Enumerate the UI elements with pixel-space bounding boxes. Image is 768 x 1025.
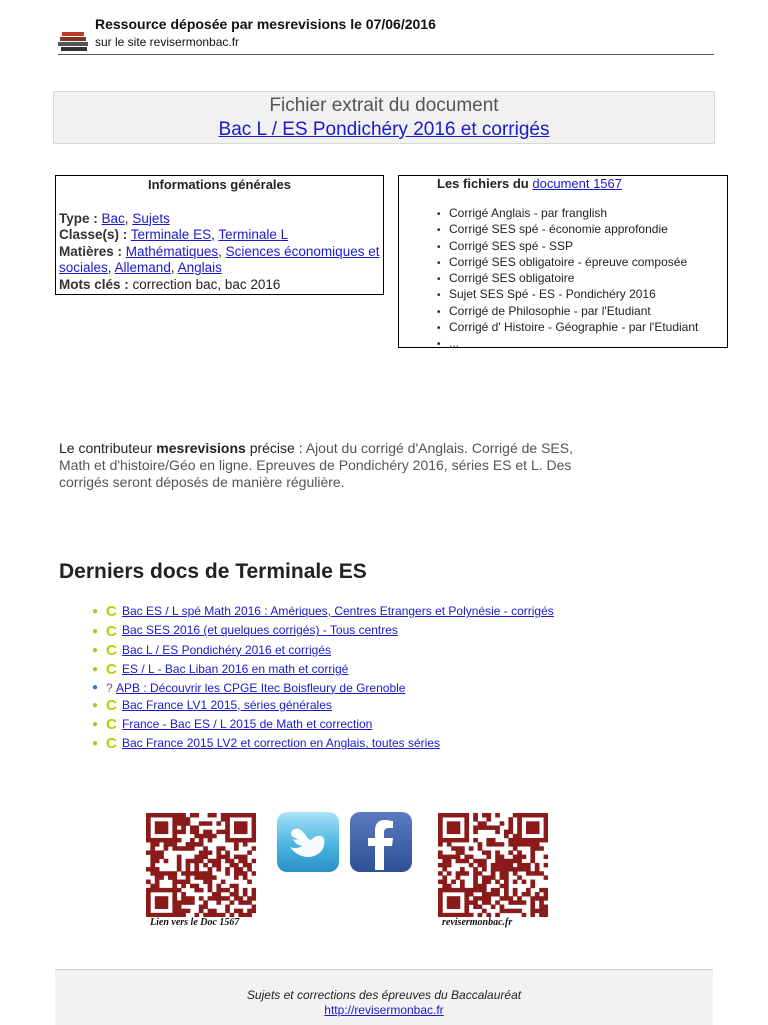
facebook-icon[interactable]	[350, 812, 412, 872]
latest-doc-link[interactable]: ES / L - Bac Liban 2016 en math et corrigé	[122, 662, 349, 677]
files-heading: Les fichiers du document 1567	[437, 176, 622, 191]
file-item: • Corrigé SES spé - économie approfondie	[437, 222, 727, 238]
corrige-badge: C	[106, 735, 117, 753]
book-stack-icon	[58, 30, 90, 52]
latest-doc-link[interactable]: Bac ES / L spé Math 2016 : Amériques, Centres Etrangers et Polynésie - corrigés	[122, 604, 554, 618]
classe-label: Classe(s) :	[59, 227, 128, 243]
motscles-value: correction bac, bac 2016	[132, 276, 281, 292]
qr-code-doc-icon[interactable]	[146, 813, 256, 917]
question-badge: ?	[106, 680, 113, 695]
latest-doc-item	[92, 696, 554, 715]
resource-title: Ressource déposée par mesrevisions le 07/06/2016	[95, 16, 436, 32]
type-link-bac[interactable]: Bac	[101, 210, 125, 226]
bullet-icon: ●	[92, 644, 99, 656]
matieres-row: Matières : Mathématiques, Sciences économiques et sociales, Allemand, Anglais	[59, 243, 380, 276]
general-info-box	[55, 175, 384, 295]
classe-row: Classe(s) : Terminale ES, Terminale L	[59, 227, 289, 243]
matieres-label: Matières :	[59, 243, 123, 259]
corrige-badge: C	[106, 622, 117, 640]
latest-doc-item	[92, 641, 554, 660]
classe-link-terminale-l[interactable]: Terminale L	[218, 227, 289, 243]
resource-subtitle: sur le site revisermonbac.fr	[95, 35, 240, 49]
latest-doc-link[interactable]: Bac France LV1 2015, séries générales	[122, 697, 332, 712]
bullet-icon: ●	[92, 682, 99, 694]
file-item: • Sujet SES Spé - ES - Pondichéry 2016	[437, 287, 727, 303]
bullet-icon: ●	[92, 738, 99, 750]
latest-doc-item	[92, 680, 554, 696]
footer-link[interactable]: http://revisermonbac.fr	[324, 1003, 444, 1017]
page-footer	[55, 969, 713, 1025]
corrige-badge: C	[106, 603, 117, 621]
bullet-icon: ●	[92, 719, 99, 731]
motscles-label: Mots clés :	[59, 276, 129, 292]
qr-site-caption: revisermonbac.fr	[442, 917, 513, 928]
bullet-icon: ●	[92, 606, 99, 618]
file-item: • Corrigé SES obligatoire - épreuve composée	[437, 255, 727, 271]
classe-link-terminale-es[interactable]: Terminale ES	[130, 227, 212, 243]
bullet-icon: ●	[92, 625, 99, 637]
type-label: Type :	[59, 210, 98, 226]
document-number-link[interactable]: document 1567	[532, 176, 622, 191]
corrige-badge: C	[106, 696, 117, 714]
matiere-link-anglais[interactable]: Anglais	[177, 260, 222, 276]
contributor-note: Le contributeur mesrevisions précise : Ajout du corrigé d'Anglais. Corrigé de SES, Math et d'histoire/Géo en ligne. Epreuves de Pondichéry 2016, séries ES et L. Des corrigés seront déposés de manière régulière.	[59, 440, 573, 490]
latest-docs-list	[92, 602, 554, 754]
qr-doc-caption: Lien vers le Doc 1567	[150, 917, 240, 928]
latest-docs-title: Derniers docs de Terminale ES	[59, 560, 367, 583]
latest-doc-item	[92, 621, 554, 640]
files-box	[398, 175, 728, 351]
matiere-link-ses[interactable]: Sciences économiques et sociales	[59, 243, 380, 276]
corrige-badge: C	[106, 661, 117, 679]
latest-doc-item	[92, 602, 554, 621]
page-header	[58, 14, 714, 55]
matiere-link-maths[interactable]: Mathématiques	[125, 243, 219, 259]
latest-doc-link[interactable]: Bac SES 2016 (et quelques corrigés) - Tous centres	[122, 623, 398, 638]
extract-label: Fichier extrait du document	[269, 95, 499, 116]
twitter-icon[interactable]	[277, 812, 339, 872]
footer-text: Sujets et corrections des épreuves du Baccalauréat	[246, 988, 522, 1002]
latest-doc-item	[92, 660, 554, 679]
file-item: • Corrigé de Philosophie - par l'Etudiant	[437, 304, 727, 320]
file-item: • Corrigé d' Histoire - Géographie - par l'Etudiant	[437, 320, 727, 336]
contributor-text: Ajout du corrigé d'Anglais. Corrigé de SES, Math et d'histoire/Géo en ligne. Epreuves de Pondichéry 2016, séries ES et L. Des corrigés seront déposés de manière régulière.	[59, 440, 573, 490]
type-link-sujets[interactable]: Sujets	[132, 210, 170, 226]
contributor-name: mesrevisions	[156, 440, 246, 456]
file-item: • Corrigé SES spé - SSP	[437, 239, 727, 255]
type-row: Type : Bac, Sujets	[59, 210, 170, 226]
latest-doc-link[interactable]: Bac L / ES Pondichéry 2016 et corrigés	[122, 642, 332, 657]
file-item: • Corrigé SES obligatoire	[437, 271, 727, 287]
qr-code-site-icon[interactable]	[438, 813, 548, 917]
latest-doc-link[interactable]: Bac France 2015 LV2 et correction en Anglais, toutes séries	[122, 736, 440, 751]
file-item: • ...	[437, 336, 727, 352]
file-item: • Corrigé Anglais - par franglish	[437, 206, 727, 222]
document-link[interactable]: Bac L / ES Pondichéry 2016 et corrigés	[218, 119, 550, 140]
corrige-badge: C	[106, 716, 117, 734]
matiere-link-allemand[interactable]: Allemand	[114, 260, 171, 276]
general-info-heading: Informations générales	[147, 177, 292, 192]
motscles-row	[56, 277, 383, 294]
bullet-icon: ●	[92, 699, 99, 711]
bullet-icon: ●	[92, 664, 99, 676]
latest-doc-link[interactable]: APB : Découvrir les CPGE Itec Boisfleury de Grenoble	[116, 680, 406, 695]
extract-box	[53, 91, 715, 144]
latest-doc-link[interactable]: France - Bac ES / L 2015 de Math et correction	[122, 716, 373, 731]
latest-doc-item	[92, 715, 554, 734]
files-list	[399, 206, 727, 353]
latest-doc-item	[92, 734, 554, 753]
corrige-badge: C	[106, 641, 117, 659]
